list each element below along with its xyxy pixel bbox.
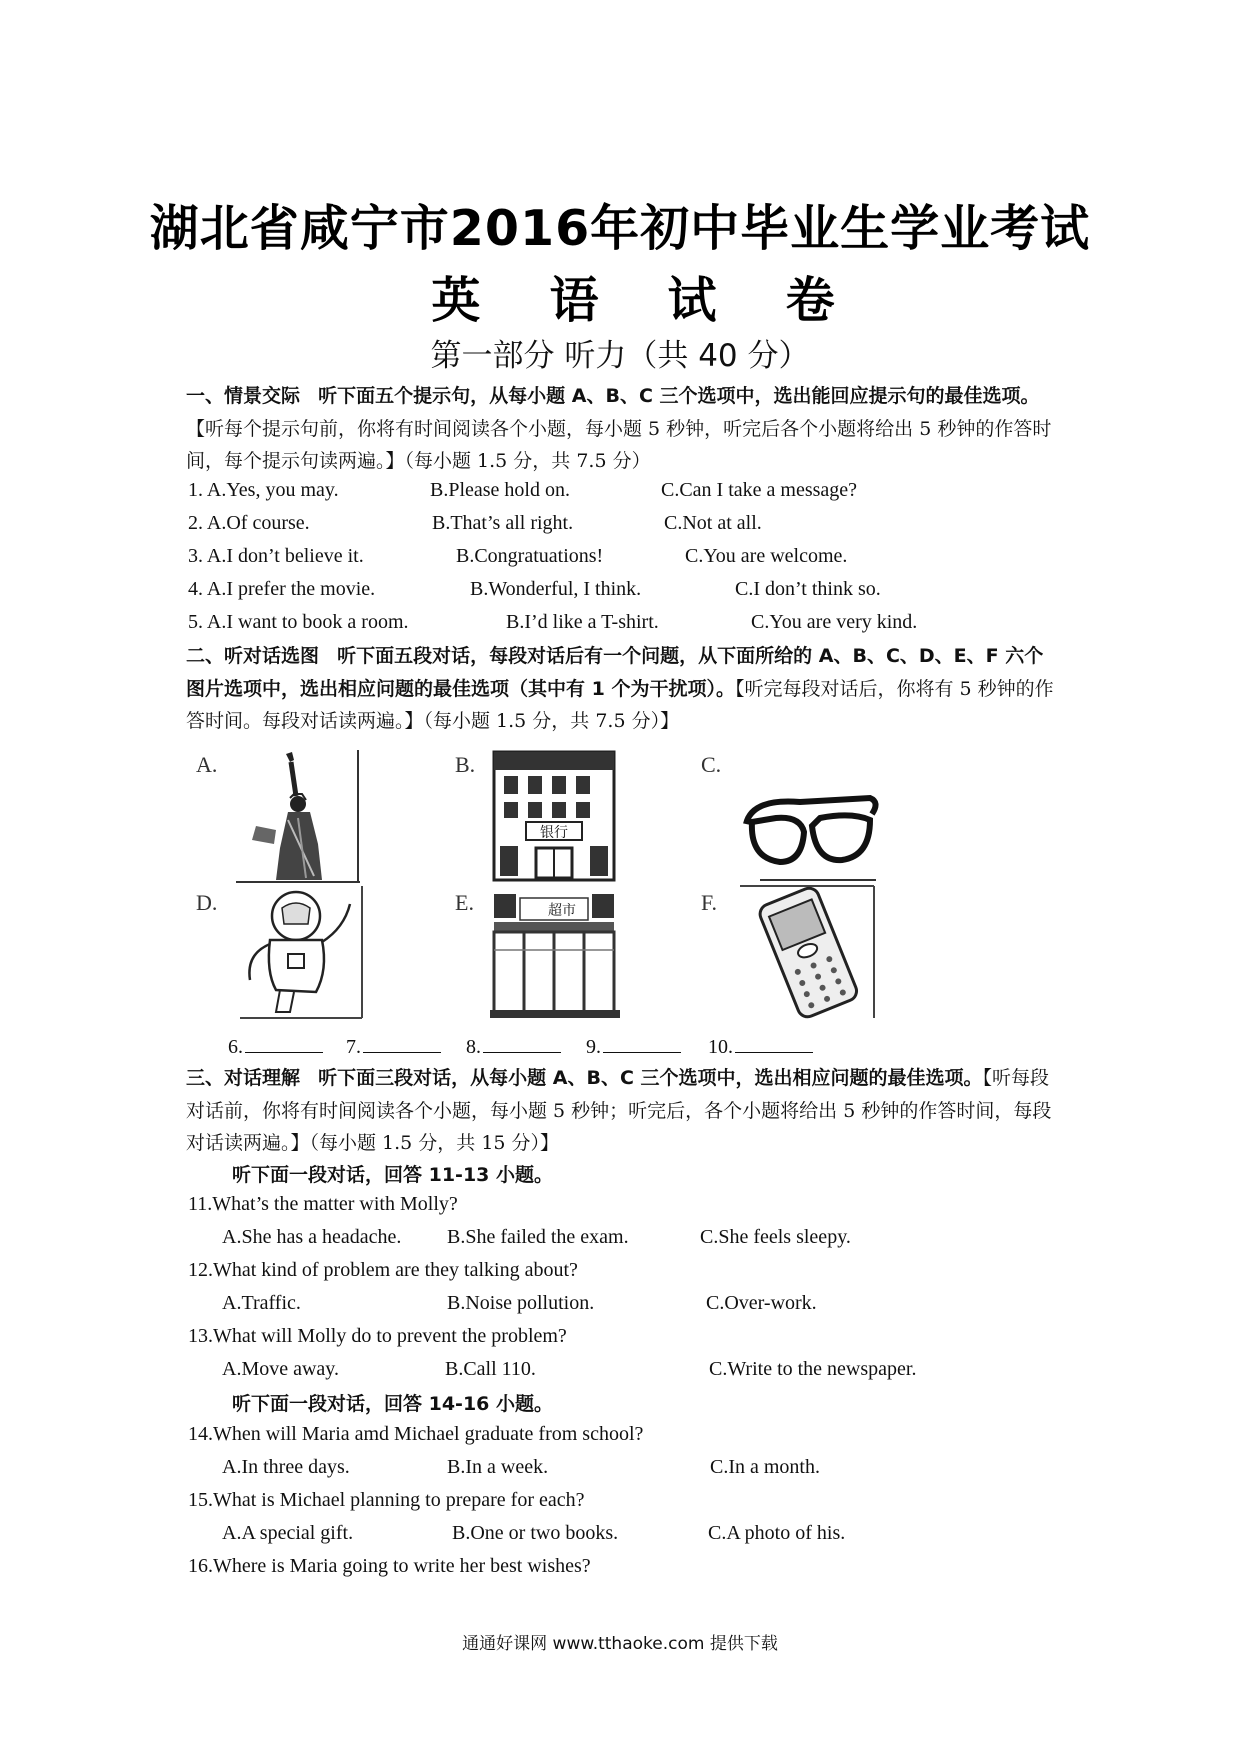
- option-b: B.I’d like a T-shirt.: [506, 611, 659, 633]
- option-a: A.In three days.: [222, 1456, 350, 1478]
- section2-instruction-bold: 听下面五段对话，每段对话后有一个问题，从下面所给的 A、B、C、D、E、F 六个图片选项中，选出相应问题的最佳选项（其中有 1 个为干扰项）。: [186, 645, 1044, 700]
- group-heading: 听下面一段对话，回答 14-16 小题。: [232, 1393, 553, 1415]
- option-b: B.In a week.: [447, 1456, 549, 1478]
- option-a: 5. A.I want to book a room.: [188, 611, 409, 633]
- blank-number: 8.: [466, 1036, 481, 1058]
- answer-blank[interactable]: [586, 1034, 681, 1059]
- option-c: C.You are very kind.: [751, 611, 918, 633]
- question-row: [0, 1226, 1240, 1258]
- sunglasses-icon: [740, 758, 880, 884]
- section2-instruction: 【听完每段对话后，你将有 5 秒钟的作答时间。每段对话读两遍。】（每小题 1.5 分，共 7.5 分）】: [186, 677, 1054, 732]
- picture-label: A.: [196, 752, 218, 777]
- option-a: A.Move away.: [222, 1358, 340, 1380]
- footer-credit: 通通好课网 www.tthaoke.com 提供下载: [462, 1634, 778, 1654]
- option-c: C.In a month.: [710, 1456, 820, 1478]
- option-b: B.Noise pollution.: [447, 1292, 595, 1314]
- section3-heading: 三、对话理解: [186, 1067, 301, 1089]
- question-stem: [0, 1259, 1240, 1291]
- answer-blank[interactable]: [708, 1034, 813, 1059]
- question-stem: [0, 1489, 1240, 1521]
- section3-instruction-bold: 听下面三段对话，从每小题 A、B、C 三个选项中，选出相应问题的最佳选项。: [318, 1067, 983, 1089]
- option-c: C.Over-work.: [706, 1292, 817, 1314]
- option-a: 1. A.Yes, you may.: [188, 479, 339, 501]
- part-title: 第一部分 听力（共 40 分）: [430, 338, 810, 374]
- option-a: A.A special gift.: [222, 1522, 354, 1544]
- answer-blank[interactable]: [466, 1034, 561, 1059]
- answer-blank[interactable]: [228, 1034, 323, 1059]
- option-c: C.A photo of his.: [708, 1522, 846, 1544]
- question-row: [0, 611, 1240, 643]
- option-a: 3. A.I don’t believe it.: [188, 545, 364, 567]
- blank-number: 6.: [228, 1036, 243, 1058]
- option-c: C.Not at all.: [664, 512, 762, 534]
- blank-number: 9.: [586, 1036, 601, 1058]
- option-a: 2. A.Of course.: [188, 512, 310, 534]
- question-text: 13.What will Molly do to prevent the problem?: [188, 1325, 567, 1347]
- option-b: B.One or two books.: [452, 1522, 619, 1544]
- option-a: A.Traffic.: [222, 1292, 301, 1314]
- blank-line: [483, 1034, 561, 1053]
- exam-title: 湖北省咸宁市2016年初中毕业生学业考试: [149, 200, 1091, 257]
- picture-label: E.: [455, 890, 474, 915]
- picture-label: D.: [196, 890, 218, 915]
- option-b: B.That’s all right.: [432, 512, 574, 534]
- exam-subtitle: 英 语 试 卷: [431, 272, 861, 329]
- blank-line: [603, 1034, 681, 1053]
- option-c: C.Write to the newspaper.: [709, 1358, 917, 1380]
- section3-instruction: 【听每段对话前，你将有时间阅读各个小题，每小题 5 秒钟；听完后，各个小题将给出 5 秒钟的作答时间，每段对话读两遍。】（每小题 1.5 分，共 15 分）】: [186, 1067, 1052, 1154]
- question-text: 11.What’s the matter with Molly?: [188, 1193, 458, 1215]
- section2-heading: 二、听对话选图: [186, 645, 320, 667]
- question-text: 12.What kind of problem are they talking about?: [188, 1259, 578, 1281]
- option-b: B.She failed the exam.: [447, 1226, 629, 1248]
- supermarket-icon: [490, 890, 620, 1020]
- group-heading: 听下面一段对话，回答 11-13 小题。: [232, 1164, 553, 1186]
- option-b: B.Congratuations!: [456, 545, 604, 567]
- picture-label: C.: [701, 752, 722, 777]
- question-stem: [0, 1325, 1240, 1357]
- question-row: [0, 1522, 1240, 1554]
- question-stem: [0, 1423, 1240, 1455]
- question-row: [0, 512, 1240, 544]
- section1-instruction-bold: 听下面五个提示句，从每小题 A、B、C 三个选项中，选出能回应提示句的最佳选项。: [318, 385, 1040, 407]
- question-text: 14.When will Maria amd Michael graduate from school?: [188, 1423, 644, 1445]
- bank-sign: 银行: [540, 825, 568, 841]
- option-a: 4. A.I prefer the movie.: [188, 578, 376, 600]
- option-c: C.I don’t think so.: [735, 578, 881, 600]
- statue-of-liberty-icon: [226, 748, 366, 884]
- mobile-phone-icon: [740, 884, 880, 1020]
- blank-line: [363, 1034, 441, 1053]
- question-row: [0, 545, 1240, 577]
- blank-number: 7.: [346, 1036, 361, 1058]
- supermarket-sign: 超市: [548, 903, 576, 919]
- blank-line: [735, 1034, 813, 1053]
- question-row: [0, 1456, 1240, 1488]
- question-row: [0, 578, 1240, 610]
- picture-label: F.: [701, 890, 717, 915]
- option-b: B.Call 110.: [445, 1358, 536, 1380]
- astronaut-icon: [236, 884, 366, 1020]
- question-row: [0, 1292, 1240, 1324]
- question-row: [0, 479, 1240, 511]
- bank-building-icon: [488, 748, 620, 884]
- question-text: 15.What is Michael planning to prepare for each?: [188, 1489, 585, 1511]
- option-c: C.Can I take a message?: [661, 479, 858, 501]
- option-a: A.She has a headache.: [222, 1226, 402, 1248]
- option-b: B.Wonderful, I think.: [470, 578, 642, 600]
- option-c: C.She feels sleepy.: [700, 1226, 851, 1248]
- picture-label: B.: [455, 752, 476, 777]
- question-text: 16.Where is Maria going to write her best wishes?: [188, 1555, 591, 1577]
- question-stem: [0, 1555, 1240, 1587]
- section2-instructions: [186, 640, 1056, 738]
- section1-instruction: 【听每个提示句前，你将有时间阅读各个小题，每小题 5 秒钟，听完后各个小题将给出 5 秒钟的作答时间，每个提示句读两遍。】（每小题 1.5 分，共 7.5 分）: [186, 417, 1052, 472]
- option-c: C.You are welcome.: [685, 545, 848, 567]
- section1-heading: 一、情景交际: [186, 385, 301, 407]
- option-b: B.Please hold on.: [430, 479, 570, 501]
- answer-blank[interactable]: [346, 1034, 441, 1059]
- question-stem: [0, 1193, 1240, 1225]
- blank-number: 10.: [708, 1036, 733, 1058]
- section1-instructions: [186, 380, 1056, 478]
- blank-line: [245, 1034, 323, 1053]
- section3-instructions: [186, 1062, 1056, 1160]
- question-row: [0, 1358, 1240, 1390]
